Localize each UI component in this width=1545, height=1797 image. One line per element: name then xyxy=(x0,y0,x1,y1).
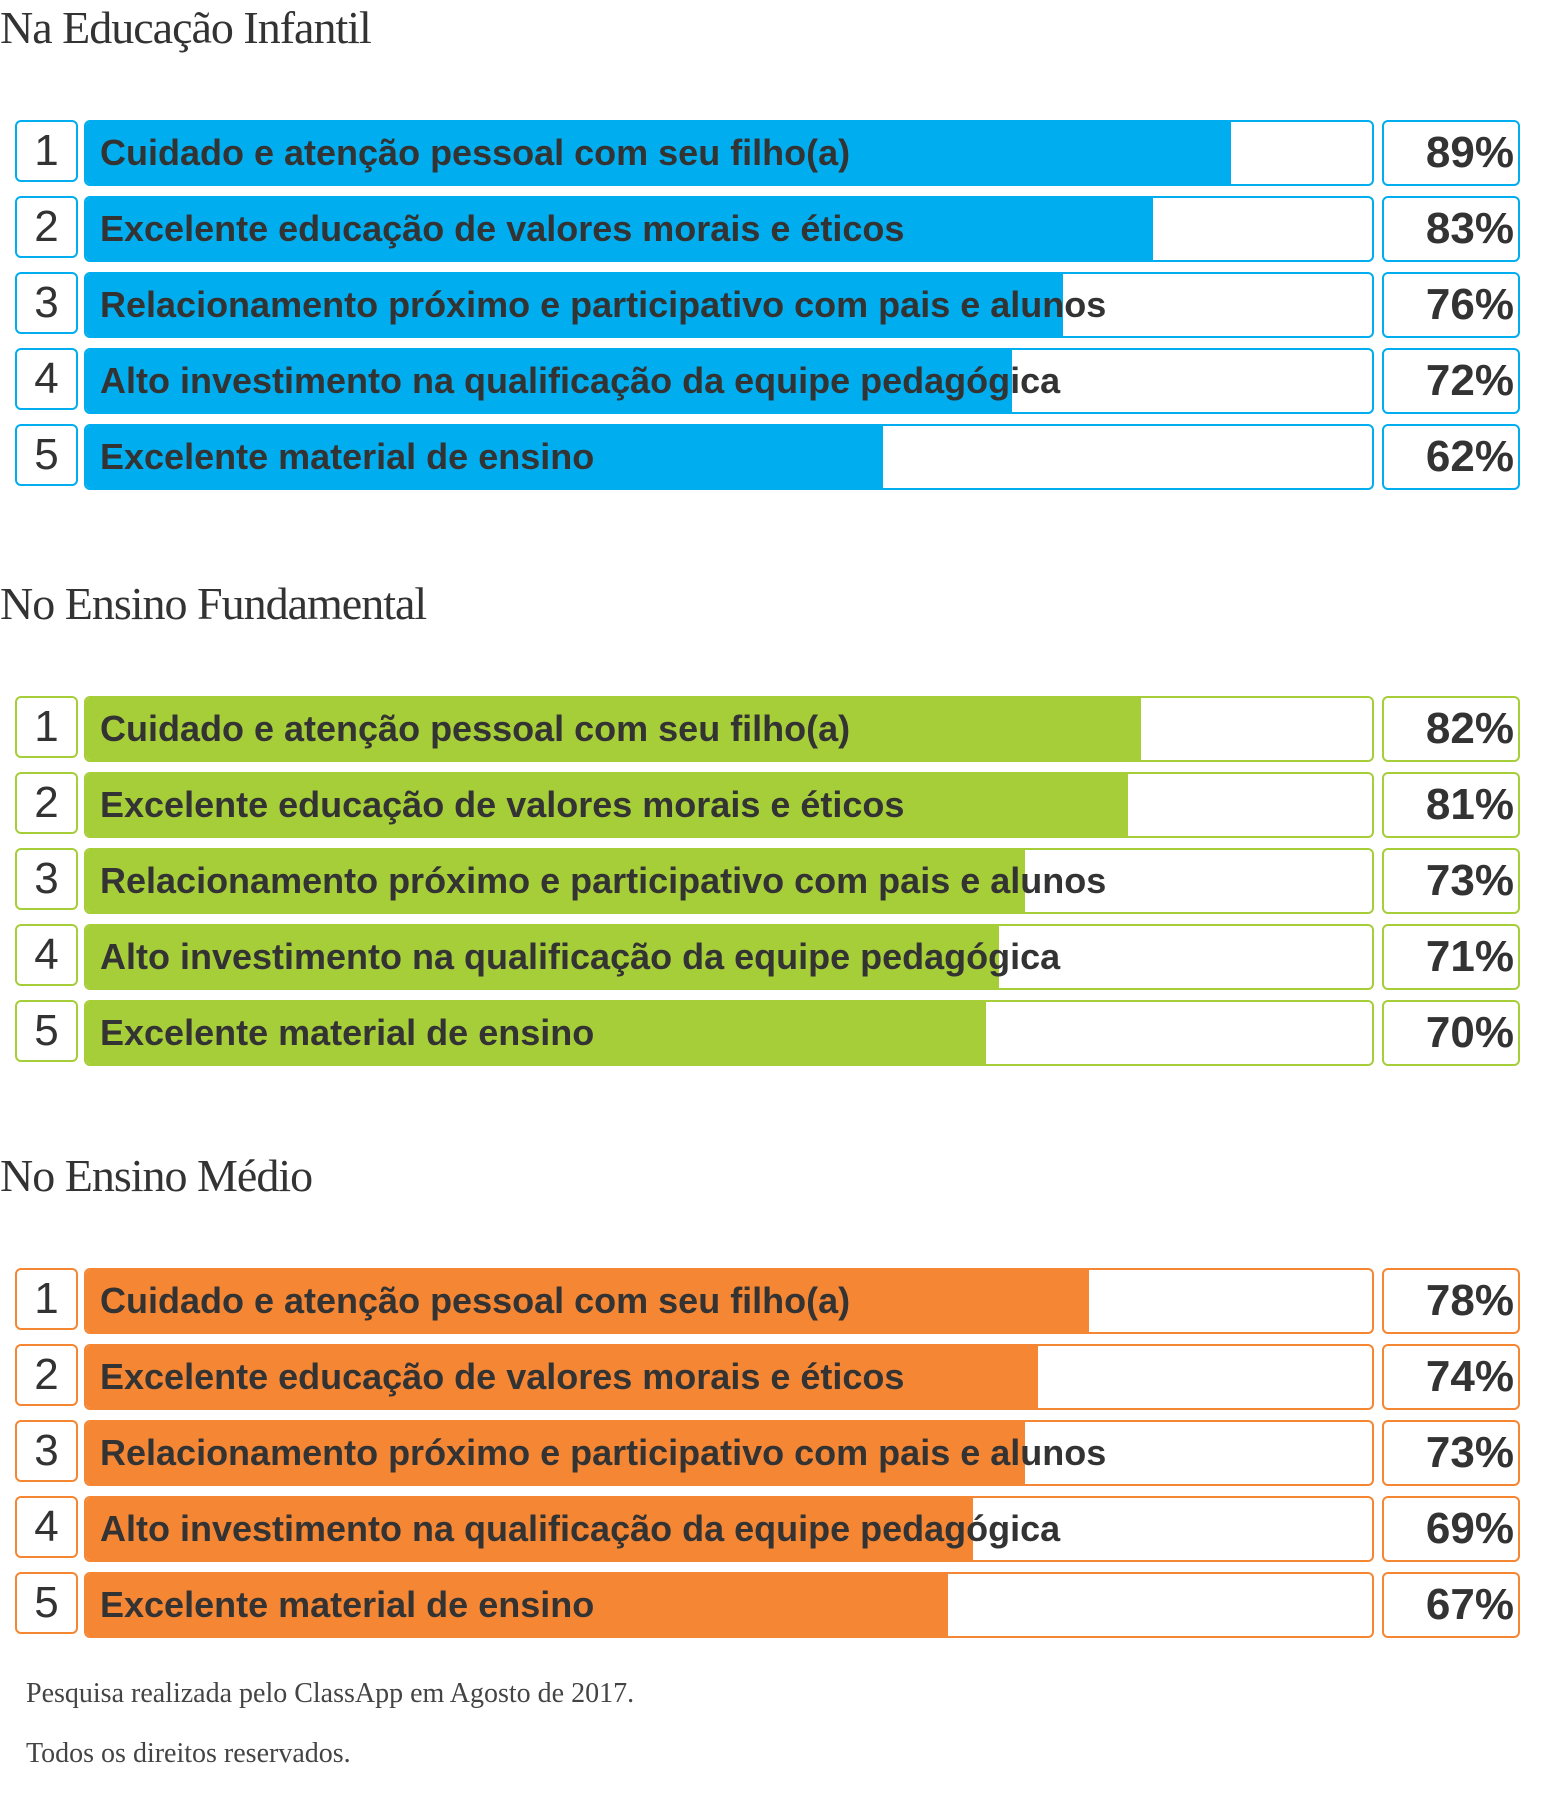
bar-row xyxy=(0,348,1545,414)
rank-number: 2 xyxy=(15,196,78,258)
bar-category-label: Cuidado e atenção pessoal com seu filho(a) xyxy=(100,708,851,749)
bar-value-label: 78% xyxy=(1382,1268,1520,1334)
bar-track xyxy=(84,924,1374,990)
rank-number: 1 xyxy=(15,120,78,182)
bar-value-label: 76% xyxy=(1382,272,1520,338)
bar-category-label: Alto investimento na qualificação da equipe pedagógica xyxy=(100,360,1061,401)
bar-category-label: Excelente material de ensino xyxy=(100,1012,595,1053)
bar-value-label: 82% xyxy=(1382,696,1520,762)
bar-track xyxy=(84,424,1374,490)
bar-row xyxy=(0,696,1545,762)
rank-number: 5 xyxy=(15,1572,78,1634)
bar-row xyxy=(0,1420,1545,1486)
rank-number: 5 xyxy=(15,1000,78,1062)
bar-track xyxy=(84,848,1374,914)
bar-track xyxy=(84,196,1374,262)
bar-category-label: Alto investimento na qualificação da equipe pedagógica xyxy=(100,1508,1061,1549)
rank-number: 3 xyxy=(15,848,78,910)
bar-track xyxy=(84,1496,1374,1562)
bar-row xyxy=(0,424,1545,490)
rank-number: 3 xyxy=(15,272,78,334)
rank-number: 5 xyxy=(15,424,78,486)
bar-row xyxy=(0,272,1545,338)
bar-category-label: Excelente educação de valores morais e éticos xyxy=(100,208,905,249)
rank-number: 3 xyxy=(15,1420,78,1482)
bar-track xyxy=(84,1420,1374,1486)
bar-value-label: 73% xyxy=(1382,848,1520,914)
bar-row xyxy=(0,1000,1545,1066)
bar-track xyxy=(84,696,1374,762)
bar-category-label: Excelente material de ensino xyxy=(100,1584,595,1625)
bar-row xyxy=(0,772,1545,838)
bar-row xyxy=(0,1496,1545,1562)
bar-row xyxy=(0,1572,1545,1638)
bar-category-label: Excelente material de ensino xyxy=(100,436,595,477)
bar-value-label: 67% xyxy=(1382,1572,1520,1638)
bar-value-label: 81% xyxy=(1382,772,1520,838)
bar-value-label: 72% xyxy=(1382,348,1520,414)
footer-source-note: Pesquisa realizada pelo ClassApp em Agosto de 2017. xyxy=(26,1678,635,1709)
bar-track xyxy=(84,120,1374,186)
bar-track xyxy=(84,1344,1374,1410)
rank-number: 1 xyxy=(15,1268,78,1330)
bar-category-label: Alto investimento na qualificação da equipe pedagógica xyxy=(100,936,1061,977)
bar-category-label: Excelente educação de valores morais e éticos xyxy=(100,1356,905,1397)
bar-category-label: Relacionamento próximo e participativo com pais e alunos xyxy=(100,860,1107,901)
bar-value-label: 70% xyxy=(1382,1000,1520,1066)
bar-value-label: 69% xyxy=(1382,1496,1520,1562)
bar-category-label: Excelente educação de valores morais e éticos xyxy=(100,784,905,825)
bar-track xyxy=(84,348,1374,414)
rank-number: 4 xyxy=(15,924,78,986)
rank-number: 4 xyxy=(15,348,78,410)
bar-value-label: 71% xyxy=(1382,924,1520,990)
bar-row xyxy=(0,196,1545,262)
bar-row xyxy=(0,924,1545,990)
bar-category-label: Cuidado e atenção pessoal com seu filho(a) xyxy=(100,132,851,173)
bar-track xyxy=(84,772,1374,838)
bar-category-label: Relacionamento próximo e participativo com pais e alunos xyxy=(100,1432,1107,1473)
bar-value-label: 62% xyxy=(1382,424,1520,490)
bar-track xyxy=(84,1268,1374,1334)
section-title: Na Educação Infantil xyxy=(0,2,371,53)
bar-row xyxy=(0,1268,1545,1334)
bar-row xyxy=(0,848,1545,914)
rank-number: 2 xyxy=(15,1344,78,1406)
bar-value-label: 83% xyxy=(1382,196,1520,262)
bar-value-label: 74% xyxy=(1382,1344,1520,1410)
bar-track xyxy=(84,272,1374,338)
bar-category-label: Cuidado e atenção pessoal com seu filho(a) xyxy=(100,1280,851,1321)
bar-category-label: Relacionamento próximo e participativo com pais e alunos xyxy=(100,284,1107,325)
section-title: No Ensino Médio xyxy=(0,1150,313,1201)
rank-number: 2 xyxy=(15,772,78,834)
rank-number: 1 xyxy=(15,696,78,758)
footer-rights-note: Todos os direitos reservados. xyxy=(26,1738,351,1769)
bar-track xyxy=(84,1000,1374,1066)
section-title: No Ensino Fundamental xyxy=(0,578,427,629)
bar-value-label: 73% xyxy=(1382,1420,1520,1486)
bar-row xyxy=(0,1344,1545,1410)
bar-value-label: 89% xyxy=(1382,120,1520,186)
rank-number: 4 xyxy=(15,1496,78,1558)
bar-track xyxy=(84,1572,1374,1638)
bar-row xyxy=(0,120,1545,186)
